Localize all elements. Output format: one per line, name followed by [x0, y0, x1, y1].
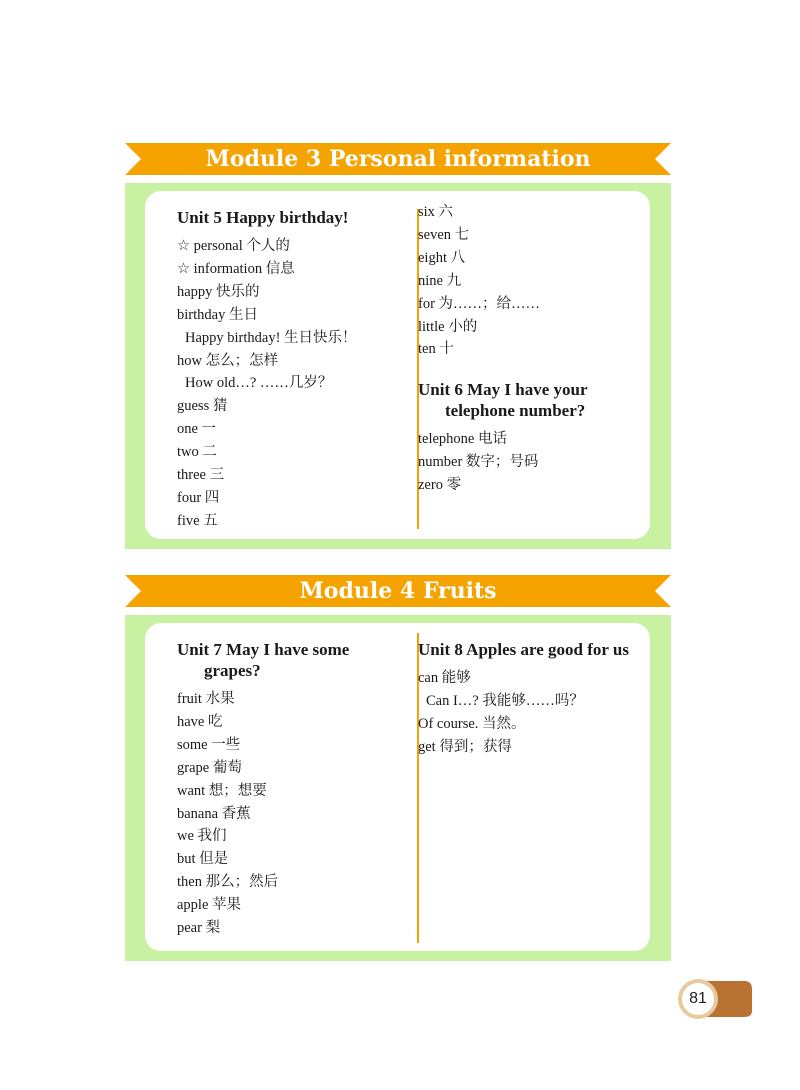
vocab-entry: Of course. 当然。	[418, 715, 526, 732]
vocab-entry: three 三	[177, 467, 225, 484]
module-4-panel	[125, 615, 671, 961]
module-3-panel	[125, 183, 671, 549]
vocab-entry: grape 葡萄	[177, 759, 242, 776]
vocab-entry: Happy birthday! 生日快乐！	[185, 329, 357, 346]
vocab-entry: ten 十	[418, 341, 454, 358]
module-3-right-column	[418, 201, 643, 497]
vocab-entry: ☆ information 信息	[177, 260, 295, 277]
vocab-entry: number 数字；号码	[418, 454, 539, 471]
module-3-banner	[125, 143, 671, 175]
vocab-entry: birthday 生日	[177, 306, 258, 323]
vocab-entry: happy 快乐的	[177, 283, 260, 300]
vocab-entry: guess 猜	[177, 398, 228, 415]
module-3-section	[125, 143, 671, 529]
vocab-entry: five 五	[177, 512, 218, 529]
unit-title: Unit 5 Happy birthday!	[177, 208, 349, 227]
vocab-entry: we 我们	[177, 828, 227, 845]
module-4-right-column	[418, 639, 643, 759]
vocab-entry: pear 梨	[177, 920, 221, 937]
vocab-entry: can 能够	[418, 670, 471, 686]
vocab-entry: zero 零	[418, 477, 462, 494]
vocab-entry: how 怎么；怎样	[177, 352, 279, 369]
vocab-entry: four 四	[177, 489, 220, 506]
module-3-title: Module 3 Personal information	[205, 146, 591, 172]
module-4-section	[125, 575, 671, 937]
vocab-entry: nine 九	[418, 272, 462, 289]
vocab-entry: want 想；想要	[177, 782, 267, 799]
module-4-title: Module 4 Fruits	[299, 578, 497, 604]
vocab-entry: two 二	[177, 444, 217, 461]
vocab-entry: for 为……；给……	[418, 295, 541, 312]
vocab-entry: but 但是	[177, 851, 229, 868]
vocab-entry: one 一	[177, 421, 217, 438]
module-4-banner	[125, 575, 671, 607]
vocab-entry: fruit 水果	[177, 691, 235, 707]
vocab-entry: ☆ personal 个人的	[177, 238, 290, 254]
unit-title: Unit 8 Apples are good for us	[418, 640, 629, 659]
module-3-card	[145, 191, 650, 539]
vocab-entry: then 那么；然后	[177, 874, 279, 891]
unit-title: Unit 7 May I have some grapes?	[177, 640, 350, 680]
vocab-entry: some 一些	[177, 736, 241, 753]
module-4-card	[145, 623, 650, 951]
vocab-entry: apple 苹果	[177, 897, 242, 914]
module-3-left-column	[177, 207, 407, 533]
vocab-entry: six 六	[418, 204, 454, 220]
vocab-entry: little 小的	[418, 318, 478, 335]
vocab-entry: have 吃	[177, 713, 223, 730]
vocab-entry: seven 七	[418, 226, 470, 243]
module-4-left-column	[177, 639, 407, 940]
vocab-entry: telephone 电话	[418, 431, 507, 448]
vocab-entry: eight 八	[418, 249, 466, 266]
unit-title: Unit 6 May I have your telephone number?	[418, 380, 588, 421]
vocab-entry: get 得到；获得	[418, 738, 512, 755]
vocab-entry: Can I…? 我能够……吗？	[426, 692, 584, 709]
page-number: 81	[689, 990, 707, 1007]
vocab-entry: How old…? ……几岁？	[185, 375, 333, 392]
vocab-entry: banana 香蕉	[177, 805, 251, 822]
